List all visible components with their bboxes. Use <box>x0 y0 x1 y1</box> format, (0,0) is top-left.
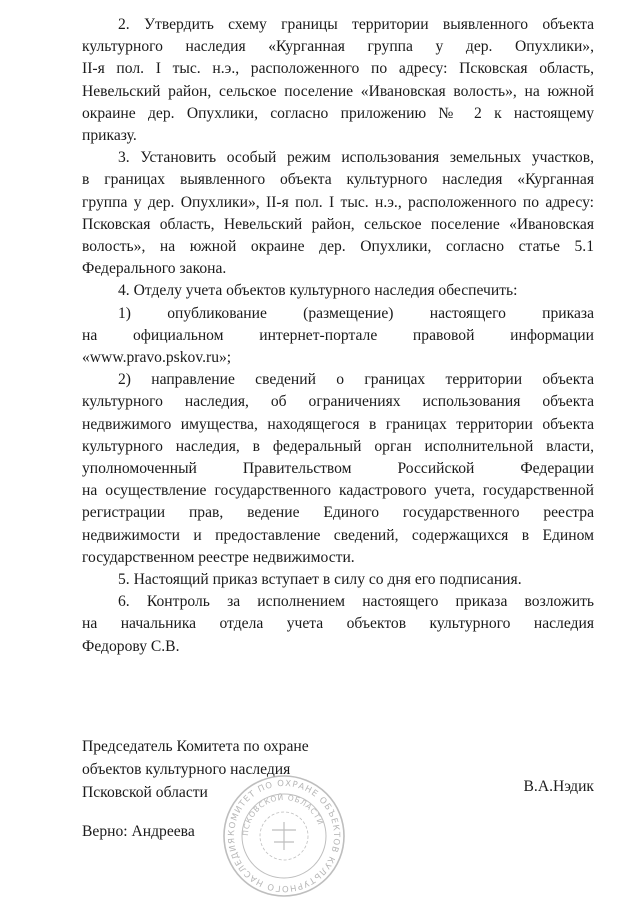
text-line: 6. Контроль за исполнением настоящего приказа возложить <box>118 593 594 611</box>
paragraph-4-1 <box>82 303 594 370</box>
text-line: в границах выявленного объекта культурного наследия «Курганная <box>82 171 594 189</box>
stamp-inner-text: ПСКОВСКОЙ ОБЛАСТИ <box>240 792 326 837</box>
text-line: Невельский район, сельское поселение «Ивановская волость», на южной <box>82 82 594 100</box>
text-line: 5. Настоящий приказ вступает в силу со дня его подписания. <box>118 571 522 589</box>
text-line: «www.pravo.pskov.ru»; <box>82 349 232 367</box>
text-line: 2) направление сведений о границах территории объекта <box>118 371 594 389</box>
paragraph-5 <box>82 569 594 591</box>
text-line: Псковская область, Невельский район, сельское поселение «Ивановская <box>82 215 594 233</box>
paragraph-4 <box>82 280 594 302</box>
text-line: недвижимого имущества, находящегося в границах территории объекта <box>82 415 594 433</box>
signatory-name: В.А.Нэдик <box>523 778 594 795</box>
text-line: окраине дер. Опухлики, согласно приложению № 2 к настоящему <box>82 104 594 122</box>
paragraph-6 <box>82 591 594 658</box>
text-line: 4. Отделу учета объектов культурного наследия обеспечить: <box>118 282 518 300</box>
paragraph-4-2 <box>82 369 594 569</box>
text-line: Федорову С.В. <box>82 637 180 655</box>
text-line: недвижимости и предоставление сведений, содержащихся в Едином <box>82 526 594 544</box>
text-line: 1) опубликование (размещение) настоящего приказа <box>118 304 594 322</box>
order-body <box>82 14 594 658</box>
text-line: на осуществление государственного кадастрового учета, государственной <box>82 482 594 500</box>
text-line: культурного наследия «Курганная группа у дер. Опухлики», <box>82 38 594 56</box>
text-line: волость», на южной окраине дер. Опухлики, согласно статье 5.1 <box>82 238 594 256</box>
text-line: II-я пол. I тыс. н.э., расположенного по адресу: Псковская область, <box>82 60 594 78</box>
text-line: культурного наследия, в федеральный орган исполнительной власти, <box>82 437 594 455</box>
text-line: Федерального закона. <box>82 260 227 278</box>
certification-note: Верно: Андреева <box>82 823 195 840</box>
text-line: приказу. <box>82 127 137 145</box>
text-line: 3. Установить особый режим использования земельных участков, <box>118 149 594 167</box>
stamp-outer-text: КОМИТЕТ ПО ОХРАНЕ ОБЪЕКТОВ КУЛЬТУРНОГО НАСЛЕДИЯ <box>226 778 342 894</box>
official-seal-stamp <box>220 772 348 900</box>
text-line: на начальника отдела учета объектов культурного наследия <box>82 615 594 633</box>
signatory-title-line: Псковской области <box>82 784 208 801</box>
text-line: государственном реестре недвижимости. <box>82 548 355 566</box>
text-line: уполномоченный Правительством Российской Федерации <box>82 460 594 478</box>
paragraph-3 <box>82 147 594 280</box>
text-line: культурного наследия, об ограничениях использования объекта <box>82 393 594 411</box>
paragraph-2 <box>82 14 594 147</box>
signatory-title-line: объектов культурного наследия <box>82 761 291 778</box>
text-line: группа у дер. Опухлики», II-я пол. I тыс. н.э., расположенного по адресу: <box>82 193 594 211</box>
text-line: на официальном интернет-портале правовой информации <box>82 326 594 344</box>
text-line: регистрации прав, ведение Единого государственного реестра <box>82 504 594 522</box>
signatory-title-line: Председатель Комитета по охране <box>82 738 309 755</box>
text-line: 2. Утвердить схему границы территории выявленного объекта <box>118 16 594 33</box>
